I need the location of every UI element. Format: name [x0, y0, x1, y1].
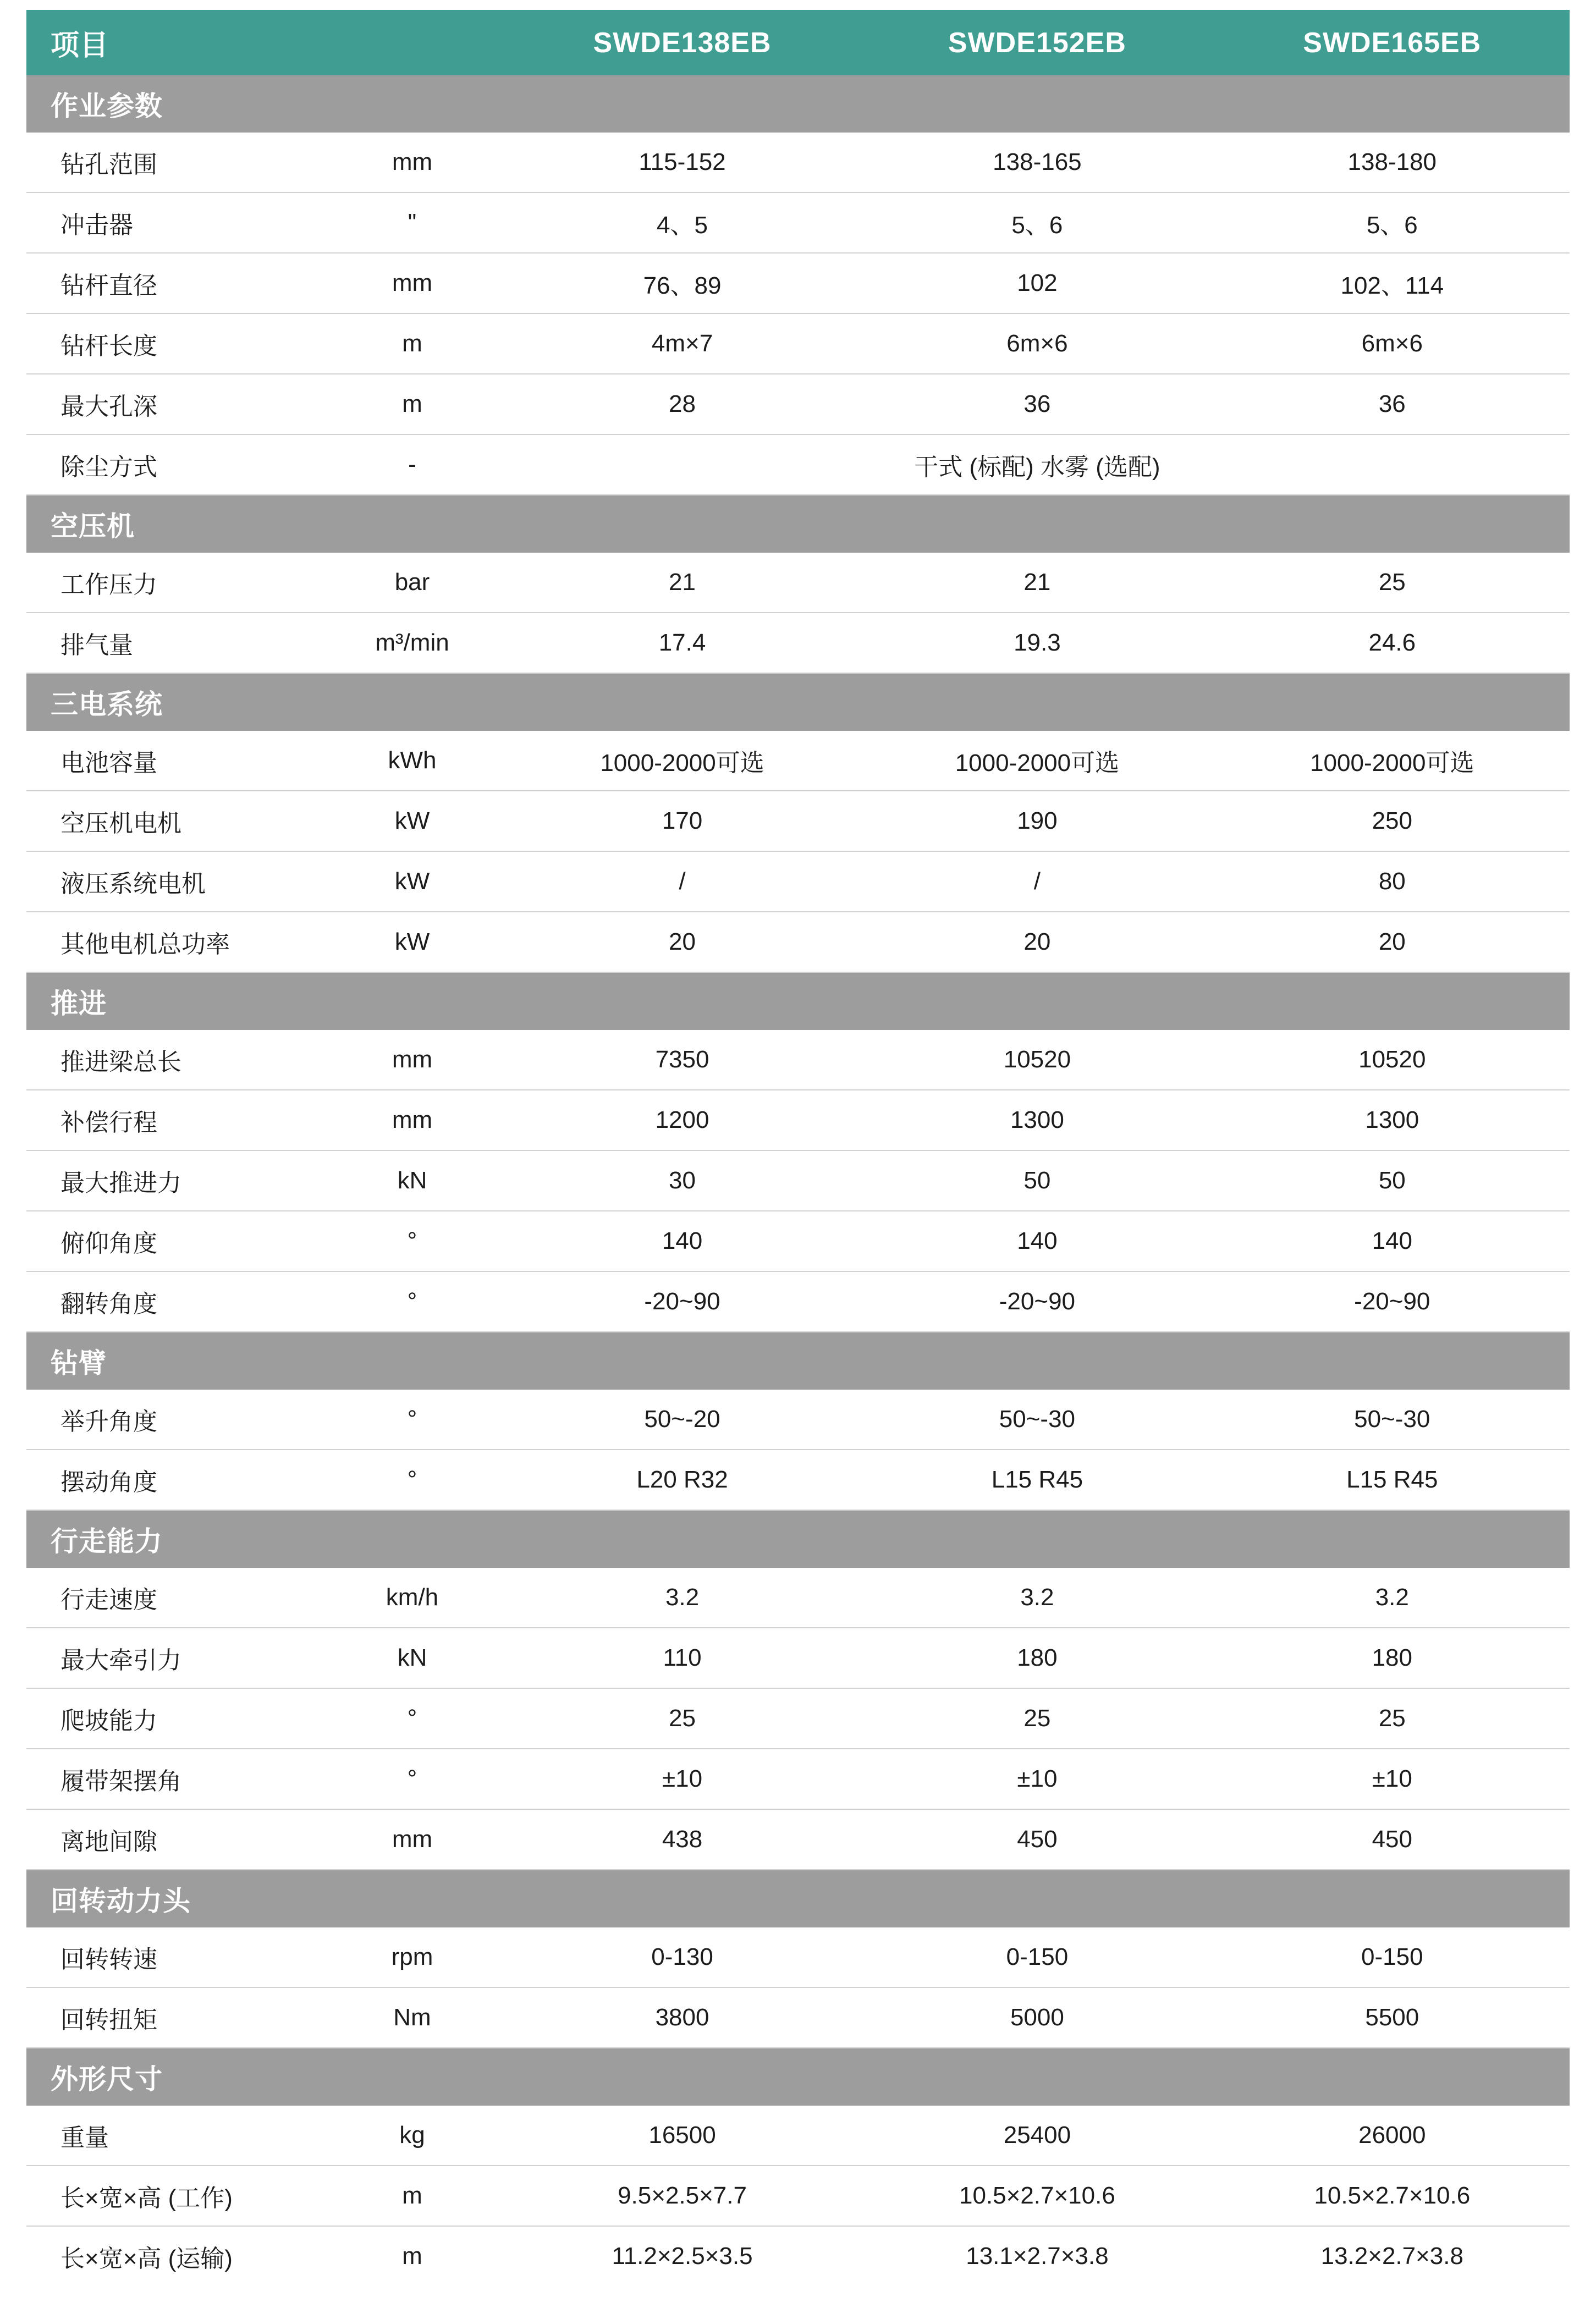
- cell-item-name: 其他电机总功率: [26, 912, 320, 972]
- cell-value-model-3: 250: [1215, 791, 1570, 851]
- cell-value-model-1: 7350: [505, 1030, 860, 1090]
- cell-value-model-2: 5000: [860, 1987, 1214, 2048]
- section-title: 推进: [26, 972, 1570, 1030]
- cell-value-model-2: 450: [860, 1809, 1214, 1870]
- cell-item-name: 钻孔范围: [26, 133, 320, 192]
- cell-value-model-2: -20~90: [860, 1271, 1214, 1332]
- section-header-row: [26, 972, 1570, 1030]
- cell-item-name: 离地间隙: [26, 1809, 320, 1870]
- cell-value-model-2: 1000-2000可选: [860, 731, 1214, 791]
- cell-item-name: 举升角度: [26, 1390, 320, 1450]
- table-row: [26, 434, 1570, 495]
- cell-item-name: 最大牵引力: [26, 1628, 320, 1688]
- cell-unit: rpm: [320, 1927, 505, 1987]
- cell-unit: °: [320, 1749, 505, 1809]
- cell-value-model-3: 25: [1215, 1688, 1570, 1749]
- cell-value-model-1: L20 R32: [505, 1450, 860, 1510]
- table-row: [26, 553, 1570, 613]
- cell-value-model-2: 25: [860, 1688, 1214, 1749]
- cell-unit: m: [402, 2243, 422, 2270]
- cell-item-name: 回转扭矩: [26, 1987, 320, 2048]
- table-row: [26, 1628, 1570, 1688]
- cell-unit: kW: [320, 791, 505, 851]
- table-row: [26, 2106, 1570, 2166]
- cell-item-name: 爬坡能力: [26, 1688, 320, 1749]
- cell-value-model-1: 3.2: [505, 1568, 860, 1628]
- cell-value-model-1: 115-152: [505, 133, 860, 192]
- table-row: [26, 912, 1570, 972]
- table-row: [26, 791, 1570, 851]
- table-row: [26, 1568, 1570, 1628]
- cell-value-model-3: 180: [1215, 1628, 1570, 1688]
- cell-unit: -: [320, 434, 505, 495]
- table-row: [26, 1390, 1570, 1450]
- cell-value-model-1: 1000-2000可选: [505, 731, 860, 791]
- header-cell-model-1: SWDE138EB: [505, 10, 860, 75]
- cell-item-name: 重量: [26, 2106, 320, 2166]
- cell-unit: °: [320, 1688, 505, 1749]
- cell-item-name: 俯仰角度: [26, 1211, 320, 1271]
- table-row: [26, 374, 1570, 434]
- cell-value-model-3: 3.2: [1215, 1568, 1570, 1628]
- cell-value-model-2: /: [860, 851, 1214, 912]
- cell-item-name: 履带架摆角: [26, 1749, 320, 1809]
- cell-unit: m: [320, 374, 505, 434]
- cell-unit: mm: [320, 253, 505, 313]
- cell-value-model-2: 190: [860, 791, 1214, 851]
- cell-unit: °: [320, 1390, 505, 1450]
- cell-value-model-3: L15 R45: [1215, 1450, 1570, 1510]
- cell-value-model-1: 50~-20: [505, 1390, 860, 1450]
- section-header-row: [26, 1332, 1570, 1390]
- section-header-row: [26, 1510, 1570, 1568]
- cell-value-model-2: L15 R45: [860, 1450, 1214, 1510]
- section-title: 回转动力头: [26, 1870, 1570, 1927]
- cell-unit: °: [320, 1450, 505, 1510]
- table-row: [26, 613, 1570, 673]
- table-row: [26, 731, 1570, 791]
- cell-value-model-1: 0-130: [505, 1927, 860, 1987]
- cell-value-model-3: 25: [1215, 553, 1570, 613]
- cell-unit: bar: [320, 553, 505, 613]
- cell-value-model-3: 1300: [1215, 1090, 1570, 1150]
- table-row: [26, 1927, 1570, 1987]
- cell-value-model-2: 10.5×2.7×10.6: [860, 2166, 1214, 2226]
- cell-unit: mm: [320, 1030, 505, 1090]
- cell-value-model-3: ±10: [1215, 1749, 1570, 1809]
- header-cell-unit: [320, 10, 505, 75]
- cell-item-name: 除尘方式: [26, 434, 320, 495]
- cell-value-model-2: 36: [860, 374, 1214, 434]
- cell-value-model-3: 20: [1215, 912, 1570, 972]
- cell-unit: kg: [320, 2106, 505, 2166]
- table-row: [26, 2226, 1570, 2286]
- cell-unit: °: [320, 1271, 505, 1332]
- cell-value-model-2: 13.1×2.7×3.8: [966, 2243, 1109, 2270]
- section-header-row: [26, 2048, 1570, 2106]
- cell-value-model-1: 9.5×2.5×7.7: [505, 2166, 860, 2226]
- cell-value-model-2: 5、6: [860, 192, 1214, 253]
- table-row: [26, 253, 1570, 313]
- table-row: [26, 1150, 1570, 1211]
- table-row: [26, 1749, 1570, 1809]
- cell-value-model-1: 4、5: [505, 192, 860, 253]
- cell-value-model-1: 21: [505, 553, 860, 613]
- table-row: [26, 133, 1570, 192]
- table-row: [26, 1271, 1570, 1332]
- cell-item-name: 排气量: [26, 613, 320, 673]
- cell-value-model-2: 140: [860, 1211, 1214, 1271]
- cell-value-model-3: 10.5×2.7×10.6: [1215, 2166, 1570, 2226]
- table-row: [26, 1450, 1570, 1510]
- cell-value-model-1: 76、89: [505, 253, 860, 313]
- cell-value-model-1: 17.4: [505, 613, 860, 673]
- cell-item-name: 空压机电机: [26, 791, 320, 851]
- cell-unit: m: [320, 2166, 505, 2226]
- cell-unit: kW: [320, 851, 505, 912]
- section-title: 行走能力: [26, 1510, 1570, 1568]
- cell-value-model-3: 24.6: [1215, 613, 1570, 673]
- cell-value-model-2: 21: [860, 553, 1214, 613]
- cell-value-model-2: 10520: [860, 1030, 1214, 1090]
- cell-unit: mm: [320, 1090, 505, 1150]
- cell-value-model-3: 140: [1215, 1211, 1570, 1271]
- cell-value-model-1: 1200: [505, 1090, 860, 1150]
- cell-value-merged: 干式 (标配) 水雾 (选配): [505, 434, 1570, 495]
- cell-value-model-1: 25: [505, 1688, 860, 1749]
- cell-value-model-1: 11.2×2.5×3.5: [612, 2243, 753, 2270]
- table-row: [26, 1809, 1570, 1870]
- section-header-row: [26, 1870, 1570, 1927]
- cell-unit: m: [320, 313, 505, 374]
- cell-unit: Nm: [320, 1987, 505, 2048]
- header-cell-model-3: SWDE165EB: [1215, 10, 1570, 75]
- specification-table: [26, 10, 1570, 2286]
- cell-value-model-1: 170: [505, 791, 860, 851]
- cell-item-name: 补偿行程: [26, 1090, 320, 1150]
- cell-value-model-3: 80: [1215, 851, 1570, 912]
- cell-unit: mm: [320, 133, 505, 192]
- cell-value-model-2: 102: [860, 253, 1214, 313]
- cell-item-name: 摆动角度: [26, 1450, 320, 1510]
- section-title: 作业参数: [26, 75, 1570, 133]
- cell-value-model-3: 0-150: [1215, 1927, 1570, 1987]
- cell-item-name: 工作压力: [26, 553, 320, 613]
- cell-item-name: 电池容量: [26, 731, 320, 791]
- table-row: [26, 313, 1570, 374]
- cell-value-model-3: 1000-2000可选: [1215, 731, 1570, 791]
- cell-value-model-2: ±10: [860, 1749, 1214, 1809]
- cell-value-model-3: 36: [1215, 374, 1570, 434]
- cell-value-model-1: 30: [505, 1150, 860, 1211]
- cell-value-model-3: 138-180: [1215, 133, 1570, 192]
- header-cell-model-2: SWDE152EB: [860, 10, 1214, 75]
- section-title: 三电系统: [26, 673, 1570, 731]
- cell-item-name: 翻转角度: [26, 1271, 320, 1332]
- cell-value-model-1: 4m×7: [505, 313, 860, 374]
- cell-item-name: 钻杆直径: [26, 253, 320, 313]
- cell-unit: m³/min: [320, 613, 505, 673]
- cell-value-model-1: -20~90: [505, 1271, 860, 1332]
- cell-value-model-2: 1300: [860, 1090, 1214, 1150]
- cell-unit: kN: [320, 1628, 505, 1688]
- cell-value-model-1: 20: [505, 912, 860, 972]
- cell-item-name: 最大孔深: [26, 374, 320, 434]
- cell-item-name: 长×宽×高 (工作): [26, 2166, 320, 2226]
- cell-item-name: 推进梁总长: [26, 1030, 320, 1090]
- section-header-row: [26, 673, 1570, 731]
- cell-value-model-2: 20: [860, 912, 1214, 972]
- cell-unit: ": [320, 192, 505, 253]
- cell-item-name: 液压系统电机: [26, 851, 320, 912]
- cell-unit: kN: [320, 1150, 505, 1211]
- cell-item-name: 最大推进力: [26, 1150, 320, 1211]
- cell-value-model-3: 50: [1215, 1150, 1570, 1211]
- table-row: [26, 851, 1570, 912]
- section-header-row: [26, 75, 1570, 133]
- cell-value-model-3: 5500: [1215, 1987, 1570, 2048]
- table-row: [26, 1030, 1570, 1090]
- cell-value-model-2: 50~-30: [860, 1390, 1214, 1450]
- table-row: [26, 1090, 1570, 1150]
- cell-value-model-1: 16500: [505, 2106, 860, 2166]
- cell-value-model-3: 10520: [1215, 1030, 1570, 1090]
- cell-value-model-1: 140: [505, 1211, 860, 1271]
- table-row: [26, 192, 1570, 253]
- table-row: [26, 1211, 1570, 1271]
- cell-item-name: 冲击器: [26, 192, 320, 253]
- cell-value-model-3: 13.2×2.7×3.8: [1320, 2243, 1463, 2270]
- cell-value-model-3: 5、6: [1215, 192, 1570, 253]
- cell-value-model-3: 6m×6: [1215, 313, 1570, 374]
- cell-unit: kW: [320, 912, 505, 972]
- cell-value-model-1: ±10: [505, 1749, 860, 1809]
- table-row: [26, 2166, 1570, 2226]
- cell-item-name: 钻杆长度: [26, 313, 320, 374]
- cell-value-model-3: 50~-30: [1215, 1390, 1570, 1450]
- cell-value-model-2: 0-150: [860, 1927, 1214, 1987]
- cell-unit: mm: [320, 1809, 505, 1870]
- cell-value-model-3: 102、114: [1215, 253, 1570, 313]
- cell-value-model-2: 6m×6: [860, 313, 1214, 374]
- cell-item-name: 行走速度: [26, 1568, 320, 1628]
- table-header-row: [26, 10, 1570, 75]
- cell-value-model-2: 138-165: [860, 133, 1214, 192]
- table-row: [26, 1987, 1570, 2048]
- cell-value-model-1: 110: [505, 1628, 860, 1688]
- cell-value-model-2: 180: [860, 1628, 1214, 1688]
- cell-item-name: 回转转速: [26, 1927, 320, 1987]
- cell-unit: km/h: [320, 1568, 505, 1628]
- cell-value-model-2: 3.2: [860, 1568, 1214, 1628]
- section-title: 外形尺寸: [26, 2048, 1570, 2106]
- cell-unit: kWh: [320, 731, 505, 791]
- cell-value-model-1: 28: [505, 374, 860, 434]
- cell-value-model-3: -20~90: [1215, 1271, 1570, 1332]
- cell-item-name: 长×宽×高 (运输): [60, 2245, 233, 2272]
- cell-value-model-1: 438: [505, 1809, 860, 1870]
- cell-unit: °: [320, 1211, 505, 1271]
- cell-value-model-1: /: [505, 851, 860, 912]
- cell-value-model-2: 25400: [860, 2106, 1214, 2166]
- cell-value-model-1: 3800: [505, 1987, 860, 2048]
- cell-value-model-2: 50: [860, 1150, 1214, 1211]
- cell-value-model-2: 19.3: [860, 613, 1214, 673]
- cell-value-model-3: 450: [1215, 1809, 1570, 1870]
- section-header-row: [26, 495, 1570, 553]
- table-row: [26, 1688, 1570, 1749]
- section-title: 钻臂: [26, 1332, 1570, 1390]
- section-title: 空压机: [26, 495, 1570, 553]
- header-cell-item: 项目: [26, 10, 320, 75]
- cell-value-model-3: 26000: [1215, 2106, 1570, 2166]
